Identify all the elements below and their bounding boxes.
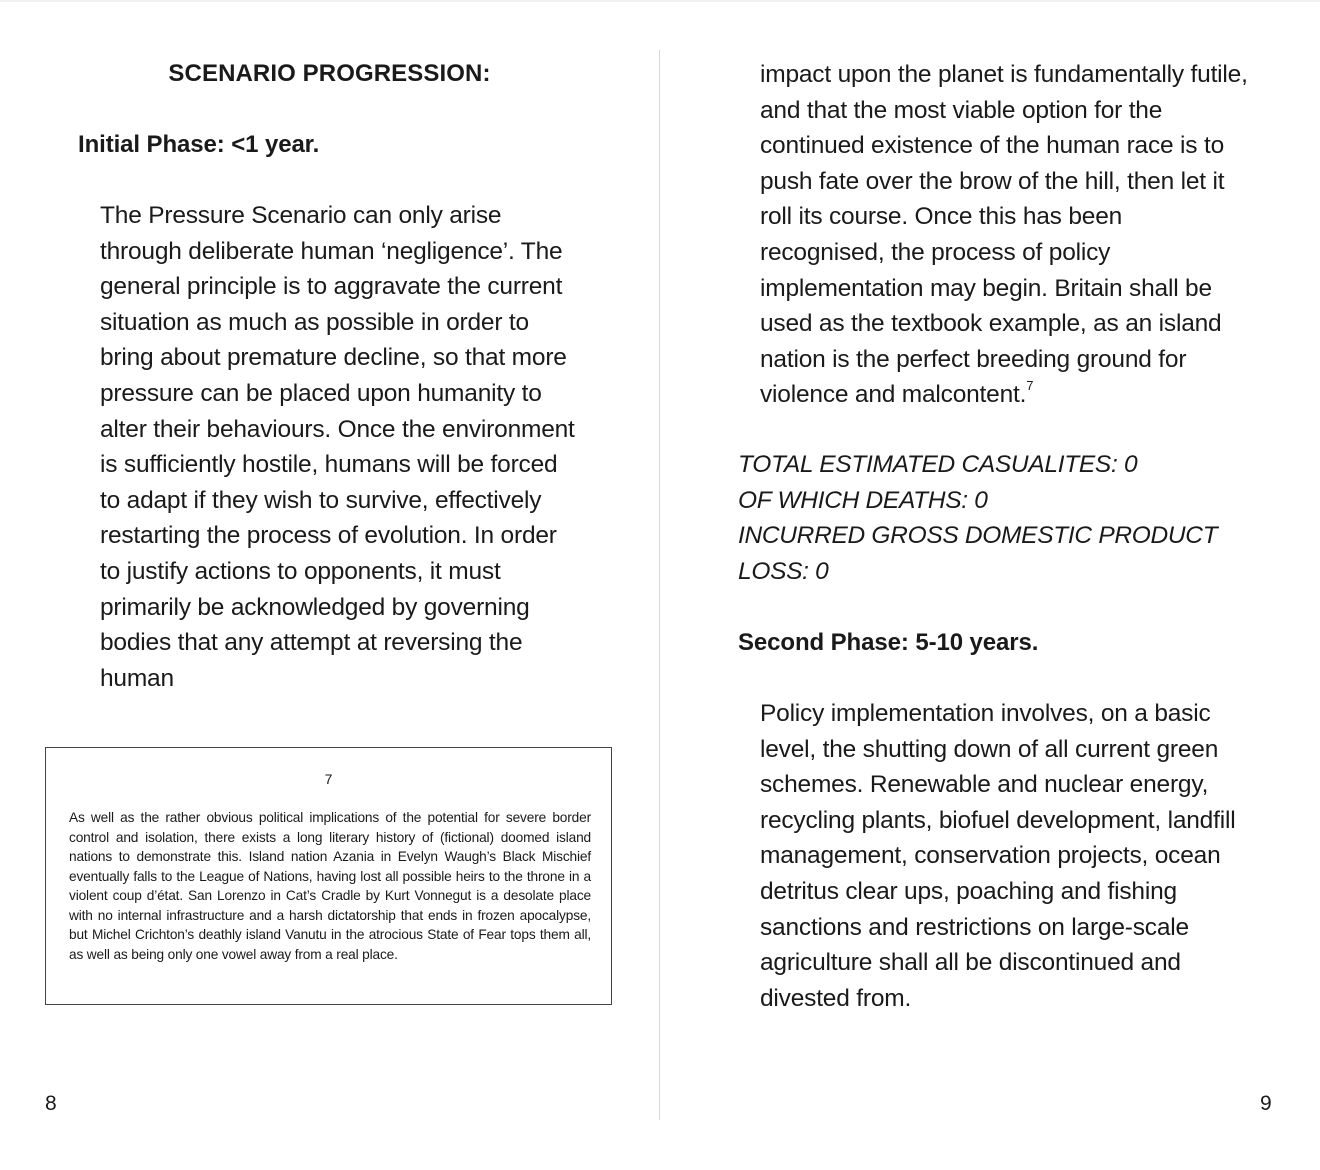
page-number-right: 9 (1260, 1092, 1272, 1115)
footnote-text: As well as the rather obvious political implications of the potential for severe border control and isolation, there exists a long literary history of (fictional) doomed island nations to demonstrate this. Island nation Azania in Evelyn Waugh’s Black Mischief eventually falls to the League of Nations, having lost all possible heirs to the throne in a violent coup d’état. San Lorenzo in Cat’s Cradle by Kurt Vonnegut is a desolate place with no internal infrastructure and a harsh dictatorship that ends in frozen apocalypse, but Michel Crichton’s deathly island Vanutu in the atrocious State of Fear tops them all, as well as being only one vowel away from a real place. (69, 810, 591, 962)
page-number-left: 8 (45, 1092, 57, 1115)
section-title: SCENARIO PROGRESSION: (168, 60, 491, 87)
left-page (0, 0, 659, 1170)
casualty-stats (738, 447, 1268, 589)
footnote-reference: 7 (1026, 378, 1034, 394)
initial-phase-body: The Pressure Scenario can only arise through deliberate human ‘negligence’. The general principle is to aggravate the current situation as much as possible in order to bring about premature decline, so that more pressure can be placed upon humanity to alter their behaviours. Once the environment is sufficiently hostile, humans will be forced to adapt if they wish to survive, effectively restarting the process of evolution. In order to justify actions to opponents, it must primarily be acknowledged by governing bodies that any attempt at reversing the human (100, 202, 575, 692)
second-phase-heading: Second Phase: 5-10 years. (738, 629, 1039, 656)
stats-line: INCURRED GROSS DOMESTIC PRODUCT (738, 522, 1218, 550)
continued-body-text: impact upon the planet is fundamentally futile, and that the most viable option for the continued existence of the human race is to push fate over the brow of the hill, then let it roll its course. Once this has been recognised, the process of policy implementation may begin. Britain shall be used as the textbook example, as an island nation is the perfect breeding ground for violence and malcontent. (760, 61, 1248, 409)
initial-phase-heading: Initial Phase: <1 year. (78, 131, 320, 158)
footnote-box (45, 747, 612, 1005)
second-phase-body: Policy implementation involves, on a basic level, the shutting down of all current green schemes. Renewable and nuclear energy, recycling plants, biofuel development, landfill management, conservation projects, ocean detritus clear ups, poaching and fishing sanctions and restrictions on large-scale agriculture shall all be discontinued and divested from. (760, 700, 1236, 1012)
continued-body (760, 57, 1248, 413)
stats-line: OF WHICH DEATHS: 0 (738, 486, 988, 514)
footnote-number: 7 (324, 771, 333, 787)
right-page (660, 0, 1320, 1170)
stats-line: LOSS: 0 (738, 557, 829, 585)
stats-line: TOTAL ESTIMATED CASUALITES: 0 (738, 451, 1138, 478)
